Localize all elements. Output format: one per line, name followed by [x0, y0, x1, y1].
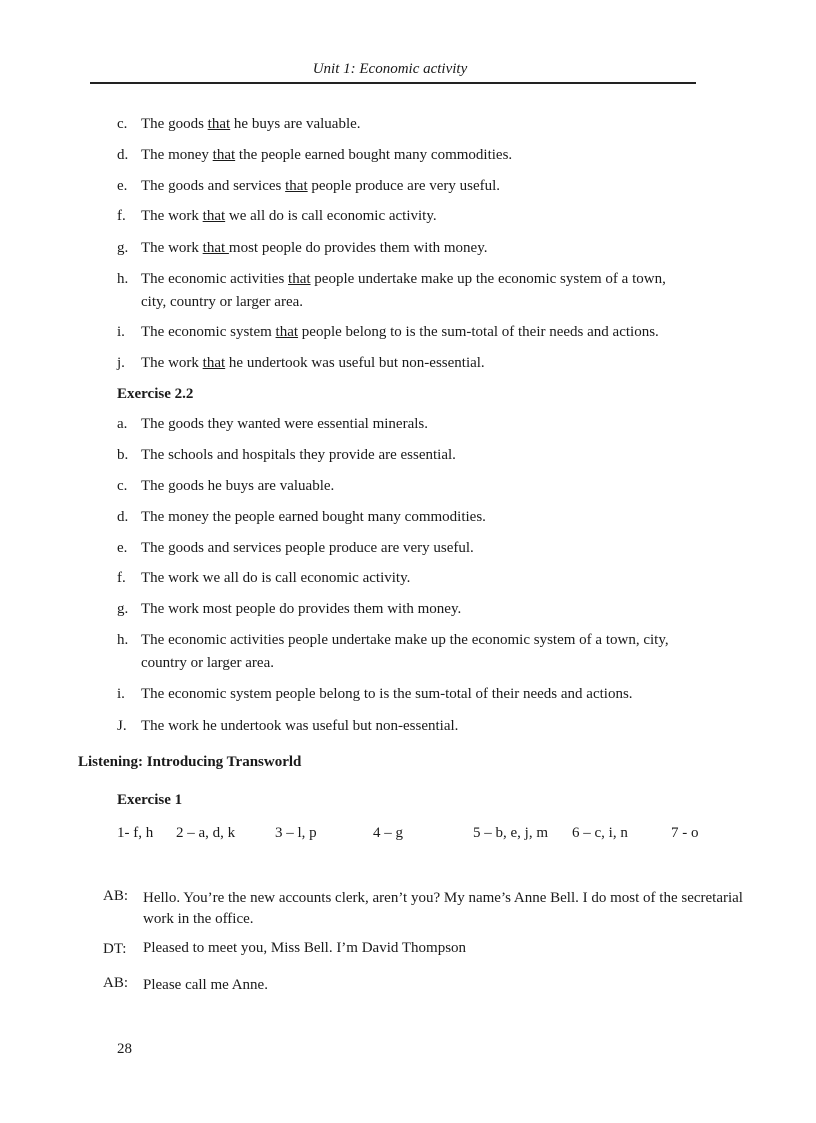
- item-label: d.: [117, 509, 129, 525]
- item-text: The work most people do provides them with money.: [141, 601, 462, 617]
- item-text-line2: city, country or larger area.: [141, 294, 304, 310]
- dialogue-line: [0, 888, 816, 932]
- item-text: The work he undertook was useful but non-essential.: [141, 718, 459, 734]
- item-text: The goods that he buys are valuable.: [141, 116, 361, 132]
- item-label: J.: [117, 718, 127, 734]
- answer-item: 1- f, h: [117, 825, 154, 841]
- underlined-word: that: [202, 208, 226, 224]
- page-number: 28: [117, 1041, 132, 1057]
- answer-item: 7 - o: [671, 825, 699, 841]
- underlined-word: that: [202, 240, 229, 256]
- answer-item: 3 – l, p: [275, 825, 317, 841]
- exercise-2-2-title: Exercise 2.2: [117, 386, 194, 402]
- item-label: h.: [117, 632, 129, 648]
- item-text: The work we all do is call economic activity.: [141, 570, 411, 586]
- section-heading-listening: Listening: Introducing Transworld: [78, 754, 302, 770]
- item-text: The work that we all do is call economic activity.: [141, 208, 437, 224]
- answer-item: 2 – a, d, k: [176, 825, 236, 841]
- answer-item: 4 – g: [373, 825, 403, 841]
- item-label: g.: [117, 601, 129, 617]
- item-label: f.: [117, 570, 126, 586]
- item-text: The money the people earned bought many commodities.: [141, 509, 486, 525]
- item-label: b.: [117, 447, 129, 463]
- underlined-word: that: [212, 147, 236, 163]
- item-text: The schools and hospitals they provide are essential.: [141, 447, 456, 463]
- item-label: i.: [117, 686, 125, 702]
- underlined-word: that: [207, 116, 231, 132]
- dialogue-text: Pleased to meet you, Miss Bell. I’m David Thompson: [143, 940, 467, 956]
- item-text: The economic system people belong to is the sum-total of their needs and actions.: [141, 686, 633, 702]
- item-text: The economic activities people undertake make up the economic system of a town, city,: [141, 632, 669, 648]
- item-label: c.: [117, 116, 128, 132]
- underlined-word: that: [285, 178, 308, 194]
- item-text: The economic system that people belong to is the sum-total of their needs and actions.: [141, 324, 659, 340]
- dialogue-text: Please call me Anne.: [143, 977, 268, 993]
- item-text-line2: country or larger area.: [141, 655, 274, 671]
- item-label: g.: [117, 240, 129, 256]
- item-text: The work that he undertook was useful but non-essential.: [141, 355, 485, 371]
- item-label: f.: [117, 208, 126, 224]
- item-label: j.: [117, 355, 125, 371]
- exercise-1-title: Exercise 1: [117, 792, 183, 808]
- item-label: h.: [117, 271, 129, 287]
- item-label: e.: [117, 178, 128, 194]
- item-label: i.: [117, 324, 125, 340]
- header-divider: [90, 82, 696, 84]
- item-text: The goods and services that people produce are very useful.: [141, 178, 501, 194]
- item-label: a.: [117, 416, 128, 432]
- item-text: The goods he buys are valuable.: [141, 478, 335, 494]
- speaker-label: DT:: [103, 941, 127, 957]
- underlined-word: that: [202, 355, 226, 371]
- item-label: d.: [117, 147, 129, 163]
- item-text: The economic activities that people undertake make up the economic system of a town,: [141, 271, 666, 287]
- item-text: The work that most people do provides them with money.: [141, 240, 488, 256]
- answer-item: 5 – b, e, j, m: [473, 825, 548, 841]
- item-label: e.: [117, 540, 128, 556]
- item-text: The goods and services people produce are very useful.: [141, 540, 474, 556]
- speaker-label: AB:: [103, 975, 129, 991]
- answer-item: 6 – c, i, n: [572, 825, 628, 841]
- item-text: The goods they wanted were essential minerals.: [141, 416, 428, 432]
- page-header-title: Unit 1: Economic activity: [312, 61, 468, 77]
- underlined-word: that: [275, 324, 299, 340]
- dialogue-text: Hello. You’re the new accounts clerk, aren’t you? My name’s Anne Bell. I do most of the secretarial work in the office.: [143, 890, 743, 927]
- underlined-word: that: [288, 271, 311, 287]
- speaker-label: AB:: [103, 888, 129, 904]
- item-label: c.: [117, 478, 128, 494]
- item-text: The money that the people earned bought many commodities.: [141, 147, 513, 163]
